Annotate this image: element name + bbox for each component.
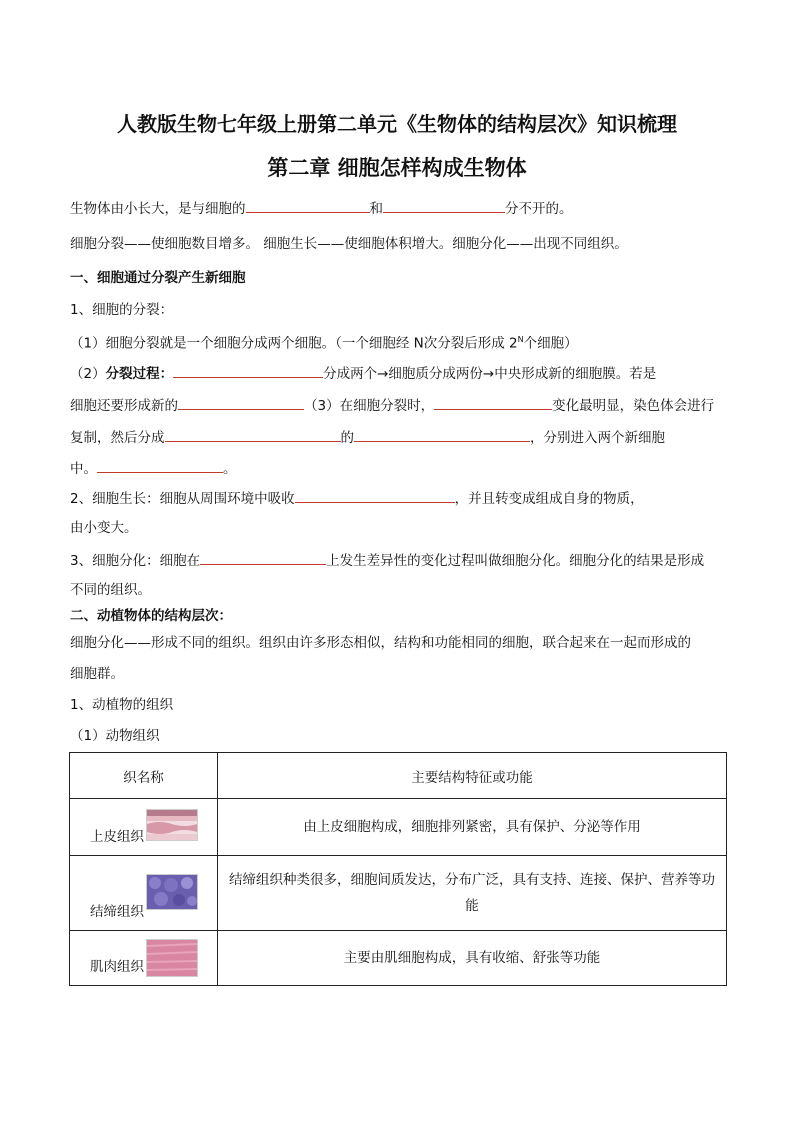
animal-tissue-table — [69, 752, 727, 986]
cell-growth-end: 由小变大。 — [70, 520, 138, 536]
tissue-name: 结缔组织 — [90, 904, 144, 920]
connective-tissue-image — [146, 874, 198, 910]
replication-text-b: 的 — [340, 430, 354, 446]
tissue-name-cell — [70, 931, 218, 986]
table-row — [70, 856, 727, 931]
replication-end-a: 中。 — [70, 461, 97, 477]
tissue-name: 肌肉组织 — [90, 959, 144, 975]
cell-wall-text-a: 细胞还要形成新的 — [70, 398, 178, 414]
intro-growth-line — [70, 198, 573, 219]
replication-end-b: 。 — [223, 461, 237, 477]
replication-text-c: ，分别进入两个新细胞 — [530, 430, 665, 446]
division-process-line — [70, 363, 656, 384]
tissue-description: 结缔组织种类很多，细胞间质发达，分布广泛，具有支持、连接、保护、营养等功能 — [218, 856, 727, 931]
section2-sub1: （1）动物组织 — [70, 728, 160, 744]
intro-summary: 细胞分裂——使细胞数目增多。 细胞生长——使细胞体积增大。细胞分化——出现不同组织。 — [70, 236, 628, 252]
differentiation-end: 不同的组织。 — [70, 582, 151, 598]
section1-item1: 1、细胞的分裂： — [70, 302, 174, 318]
division-definition — [70, 330, 578, 354]
document-title: 人教版生物七年级上册第二单元《生物体的结构层次》知识梳理 — [117, 112, 677, 136]
blank-form[interactable] — [165, 427, 341, 442]
table-row — [70, 931, 727, 986]
intro-text-a: 生物体由小长大，是与细胞的 — [70, 201, 246, 217]
blank-parts[interactable] — [354, 427, 530, 442]
section2-para2: 细胞群。 — [70, 666, 124, 682]
cell-wall-text-c: 变化最明显，染色体会进行 — [552, 398, 715, 414]
blank-chromosome[interactable] — [434, 395, 552, 410]
table-row — [70, 799, 727, 856]
replication-text-a: 复制，然后分成 — [70, 430, 165, 446]
diff-text-b: 上发生差异性的变化过程叫做细胞分化。细胞分化的结果是形成 — [326, 553, 705, 569]
blank-result[interactable] — [97, 458, 223, 473]
muscle-tissue-image — [146, 939, 198, 977]
tissue-name-cell — [70, 799, 218, 856]
growth-text-a: 2、细胞生长：细胞从周围环境中吸收 — [70, 491, 295, 507]
diff-text-a: 3、细胞分化：细胞在 — [70, 553, 201, 569]
tissue-name-cell — [70, 856, 218, 931]
process-label: 分裂过程： — [105, 366, 174, 382]
blank-division[interactable] — [246, 198, 370, 213]
blank-nucleus[interactable] — [173, 363, 323, 378]
process-text: 分成两个→细胞质分成两份→中央形成新的细胞膜。若是 — [323, 366, 657, 382]
intro-text-b: 和 — [369, 201, 383, 217]
blank-nutrients[interactable] — [295, 488, 455, 503]
differentiation-line — [70, 550, 704, 571]
table-header-row — [70, 753, 727, 799]
header-name: 织名称 — [70, 753, 218, 799]
replication-line — [70, 427, 665, 448]
division-definition-text: （1）细胞分裂就是一个细胞分成两个细胞。（一个细胞经 N次分裂后形成 2 — [70, 335, 518, 352]
tissue-description: 由上皮细胞构成，细胞排列紧密，具有保护、分泌等作用 — [218, 799, 727, 856]
replication-end-line — [70, 458, 237, 479]
growth-text-b: ，并且转变成组成自身的物质， — [454, 491, 644, 507]
section2-item1: 1、动植物的组织 — [70, 697, 174, 713]
section2-heading: 二、动植物体的结构层次： — [70, 608, 232, 624]
blank-diff[interactable] — [200, 550, 326, 565]
header-function: 主要结构特征或功能 — [218, 753, 727, 799]
process-prefix: （2） — [70, 366, 106, 382]
intro-text-c: 分不开的。 — [505, 201, 573, 217]
blank-growth[interactable] — [383, 198, 505, 213]
epithelial-tissue-image — [146, 809, 198, 841]
blank-cell-wall[interactable] — [178, 395, 304, 410]
section1-heading: 一、细胞通过分裂产生新细胞 — [70, 270, 246, 286]
tissue-description: 主要由肌细胞构成，具有收缩、舒张等功能 — [218, 931, 727, 986]
tissue-name: 上皮组织 — [90, 829, 144, 845]
cell-wall-text-b: （3）在细胞分裂时， — [304, 398, 435, 414]
superscript-n: N — [517, 335, 524, 344]
cell-wall-line — [70, 395, 714, 416]
division-definition-end: 个细胞） — [523, 335, 578, 352]
section2-para1: 细胞分化——形成不同的组织。组织由许多形态相似，结构和功能相同的细胞，联合起来在一起而形成的 — [70, 635, 691, 651]
cell-growth-line — [70, 488, 644, 509]
chapter-title: 第二章 细胞怎样构成生物体 — [267, 155, 527, 180]
